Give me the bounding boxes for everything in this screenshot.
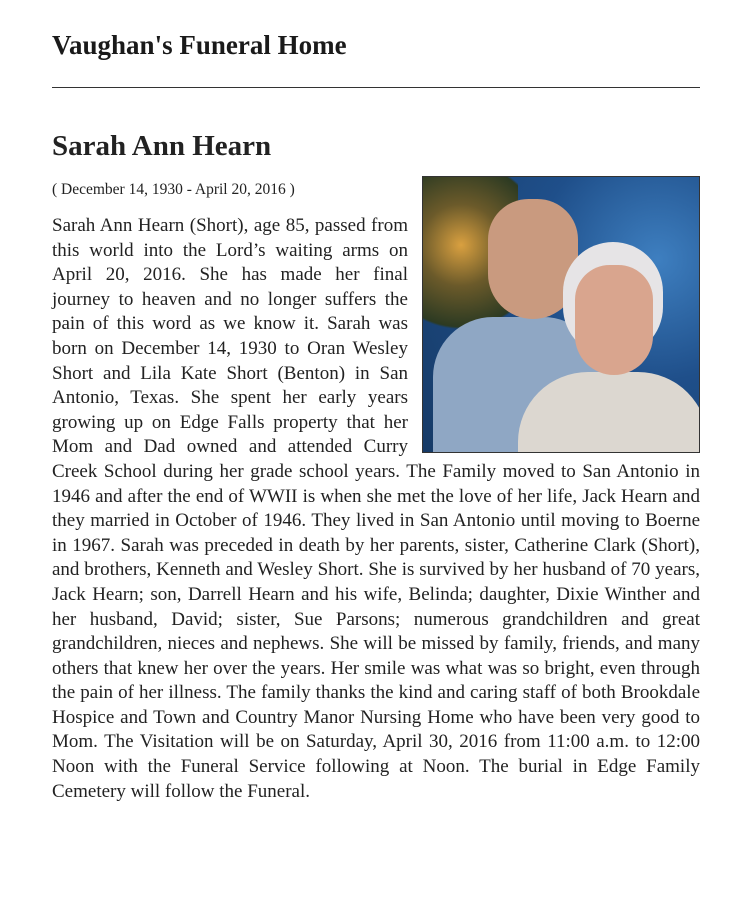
couple-photo [422,176,700,453]
funeral-home-title: Vaughan's Funeral Home [52,30,347,60]
deceased-name: Sarah Ann Hearn [52,130,272,162]
life-dates: ( December 14, 1930 - April 20, 2016 ) [52,181,295,198]
obituary [52,128,700,804]
obituary-text: Sarah Ann Hearn (Short), age 85, passed from this world into the Lord’s waiting arms on April 20, 2016. She has made her final journey to heaven and no longer suffers the pain of this word as we know it. Sarah was born on December 14, 1930 to Oran Wesley Short and Lila Kate Short (Benton) in San Antonio, Texas. She spent her early years growing up on Edge Falls property that her Mom and Dad owned and attended Curry Creek School during her grade school years. The Family moved to San Antonio in 1946 and after the end of WWII is when she met the love of her life, Jack Hearn and they married in October of 1946. They lived in San Antonio until moving to Boerne in 1967. Sarah was preceded in death by her parents, sister, Catherine Clark (Short), and brothers, Kenneth and Wesley Short. She is survived by her husband of 70 years, Jack Hearn; son, Darrell Hearn and his wife, Belinda; daughter, Dixie Winther and her husband, David; sister, Sue Parsons; numerous grandchildren and great grandchildren, nieces and nephews. She will be missed by family, friends, and many others that knew her over the years. Her smile was what was so bright, even through the pain of her illness. The family thanks the kind and caring staff of both Brookdale Hospice and Town and Country Manor Nursing Home who have been very good to Mom. The Visitation will be on Saturday, April 30, 2016 from 11:00 a.m. to 12:00 Noon with the Funeral Service following at Noon. The burial in Edge Family Cemetery will follow the Funeral. [52,215,700,802]
header-divider [52,87,700,88]
woman-face [575,265,653,375]
